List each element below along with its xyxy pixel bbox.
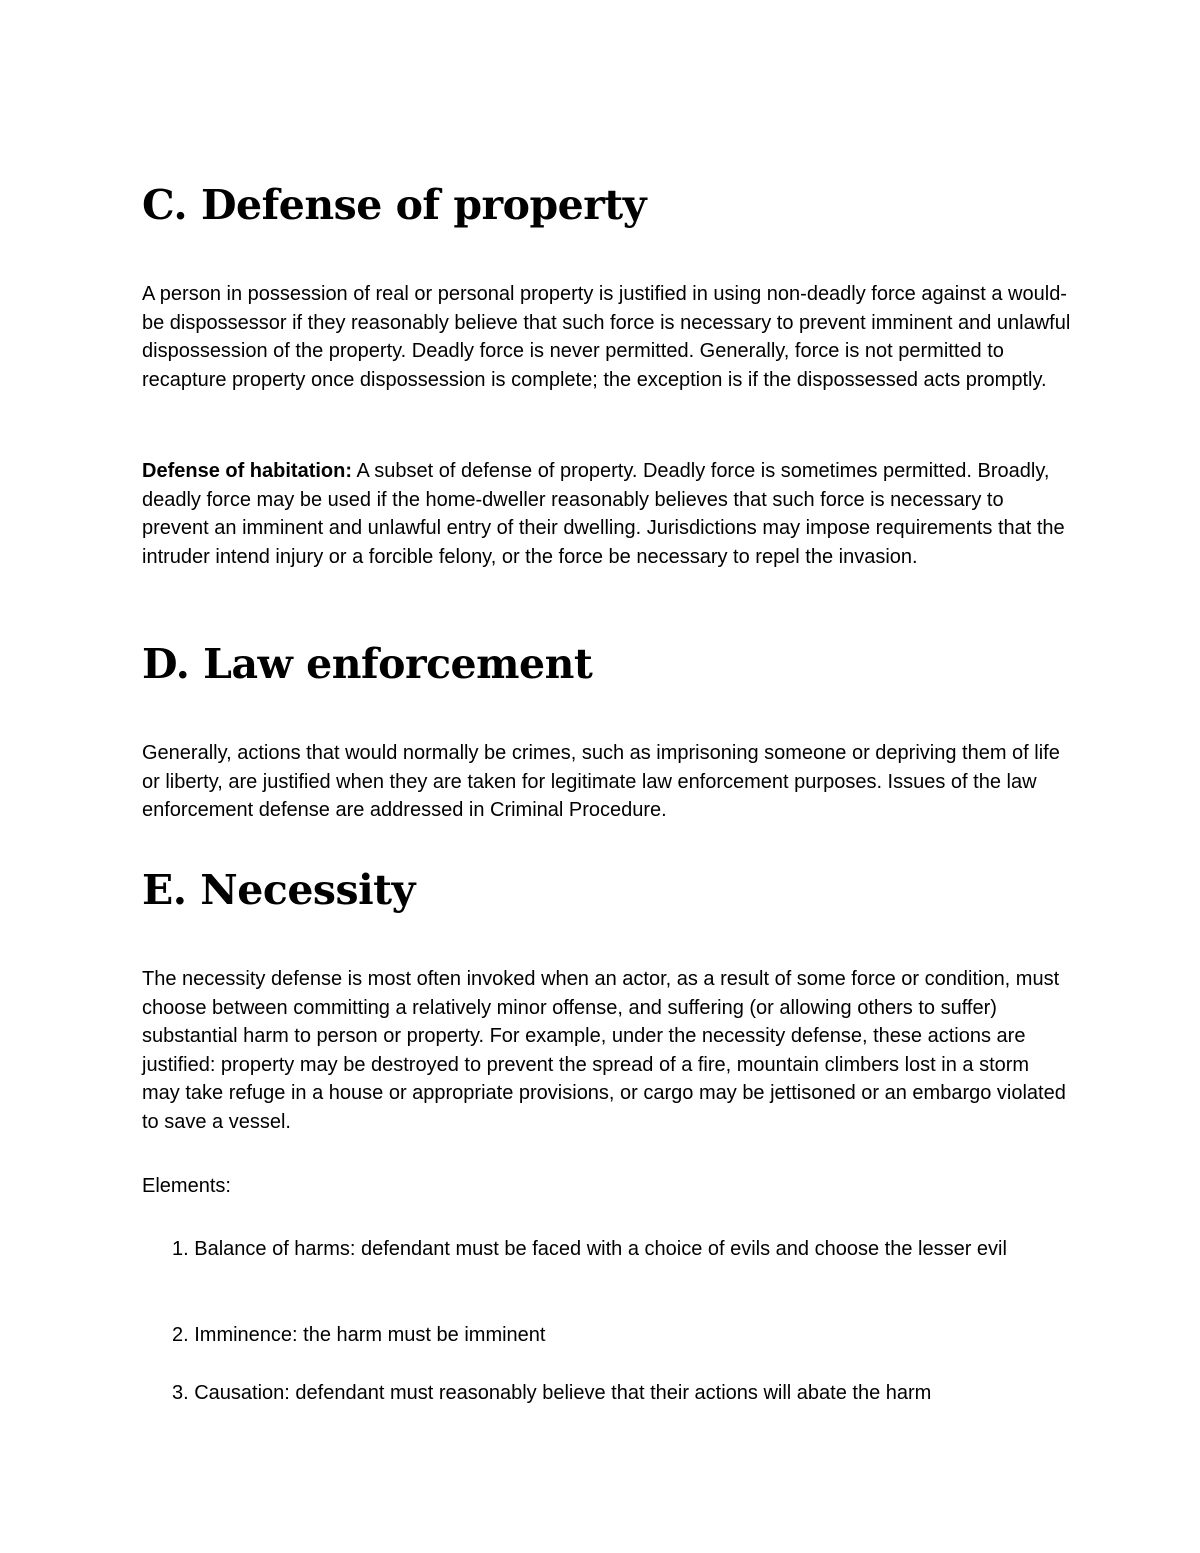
paragraph-law-enforcement: Generally, actions that would normally be crimes, such as imprisoning someone or depriving them of life or liberty, are justified when they are taken for legitimate law enforcement purposes. Issues of the law enforcement defense are addressed in Criminal Procedure.	[142, 742, 1060, 822]
term-defense-of-habitation: Defense of habitation:	[142, 460, 353, 482]
paragraph-necessity: The necessity defense is most often invoked when an actor, as a result of some force or condition, must choose between committing a relatively minor offense, and suffering (or allowing others to suffer) substantial harm to person or property. For example, under the necessity defense, these actions are justified: property may be destroyed to prevent the spread of a fire, mountain climbers lost in a storm may take refuge in a house or appropriate provisions, or cargo may be jettisoned or an embargo violated to save a vessel.	[142, 968, 1066, 1133]
list-item: 2. Imminence: the harm must be imminent	[172, 1324, 546, 1346]
paragraph-defense-of-habitation	[142, 457, 1072, 571]
elements-label: Elements:	[142, 1175, 231, 1197]
list-item: 1. Balance of harms: defendant must be faced with a choice of evils and choose the lesser evil	[172, 1238, 1007, 1260]
definition-defense-of-habitation: A subset of defense of property. Deadly force is sometimes permitted. Broadly, deadly force may be used if the home-dweller reasonably believes that such force is necessary to prevent an imminent and unlawful entry of their dwelling. Jurisdictions may impose requirements that the intruder intend injury or a forcible felony, or the force be necessary to repel the invasion.	[142, 460, 1065, 568]
section-heading-necessity: E. Necessity	[142, 866, 415, 914]
section-heading-defense-of-property: C. Defense of property	[142, 181, 647, 229]
paragraph-defense-of-property: A person in possession of real or personal property is justified in using non-deadly force against a would-be dispossessor if they reasonably believe that such force is necessary to prevent imminent and unlawful dispossession of the property. Deadly force is never permitted. Generally, force is not permitted to recapture property once dispossession is complete; the exception is if the dispossessed acts promptly.	[142, 283, 1071, 391]
list-item: 3. Causation: defendant must reasonably believe that their actions will abate the harm	[172, 1382, 932, 1404]
section-heading-law-enforcement: D. Law enforcement	[142, 640, 593, 688]
